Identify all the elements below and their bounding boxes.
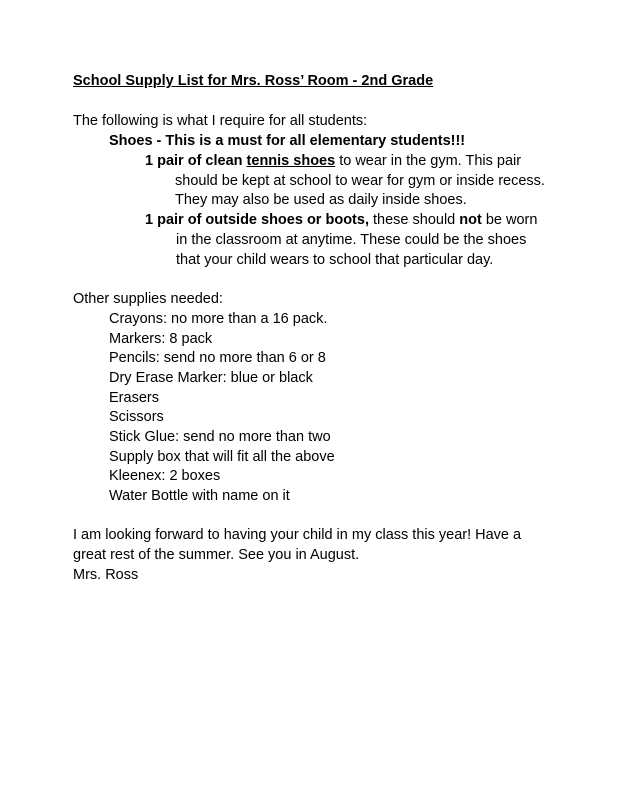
shoes-item-2-lead: 1 pair of outside shoes or boots, [145, 212, 369, 228]
other-supplies-heading: Other supplies needed: [73, 291, 223, 307]
shoes-item-1 [145, 152, 521, 170]
list-item: Kleenex: 2 boxes [109, 468, 221, 484]
shoes-item-2-line-2: in the classroom at anytime. These could be the shoes [176, 232, 527, 248]
list-item: Stick Glue: send no more than two [109, 429, 331, 445]
shoes-item-2-line-3: that your child wears to school that particular day. [176, 252, 494, 268]
document-title: School Supply List for Mrs. Ross’ Room - 2nd Grade [73, 73, 434, 89]
list-item: Crayons: no more than a 16 pack. [109, 311, 328, 327]
shoes-item-2 [145, 211, 537, 229]
intro-text: The following is what I require for all students: [73, 113, 368, 129]
list-item: Water Bottle with name on it [109, 488, 290, 504]
shoes-item-1-line-3: They may also be used as daily inside shoes. [175, 192, 467, 208]
shoes-item-2-tail: be worn [481, 212, 538, 228]
shoes-item-2-mid: these should [368, 212, 460, 228]
list-item: Pencils: send no more than 6 or 8 [109, 350, 326, 366]
shoes-heading: Shoes - This is a must for all elementary students!!! [109, 133, 466, 149]
shoes-item-1-rest: to wear in the gym. This pair [335, 153, 522, 169]
list-item: Scissors [109, 409, 164, 425]
closing-line-1: I am looking forward to having your child in my class this year! Have a [73, 527, 522, 543]
closing-line-2: great rest of the summer. See you in August. [73, 547, 360, 563]
list-item: Markers: 8 pack [109, 331, 213, 347]
not-emphasis: not [459, 212, 482, 228]
shoes-item-1-line-2: should be kept at school to wear for gym or inside recess. [175, 173, 545, 189]
list-item: Supply box that will fit all the above [109, 449, 335, 465]
shoes-item-1-lead: 1 pair of clean [145, 153, 247, 169]
list-item: Dry Erase Marker: blue or black [109, 370, 313, 386]
signature: Mrs. Ross [73, 567, 139, 583]
list-item: Erasers [109, 390, 159, 406]
tennis-shoes-text: tennis shoes [246, 153, 336, 169]
